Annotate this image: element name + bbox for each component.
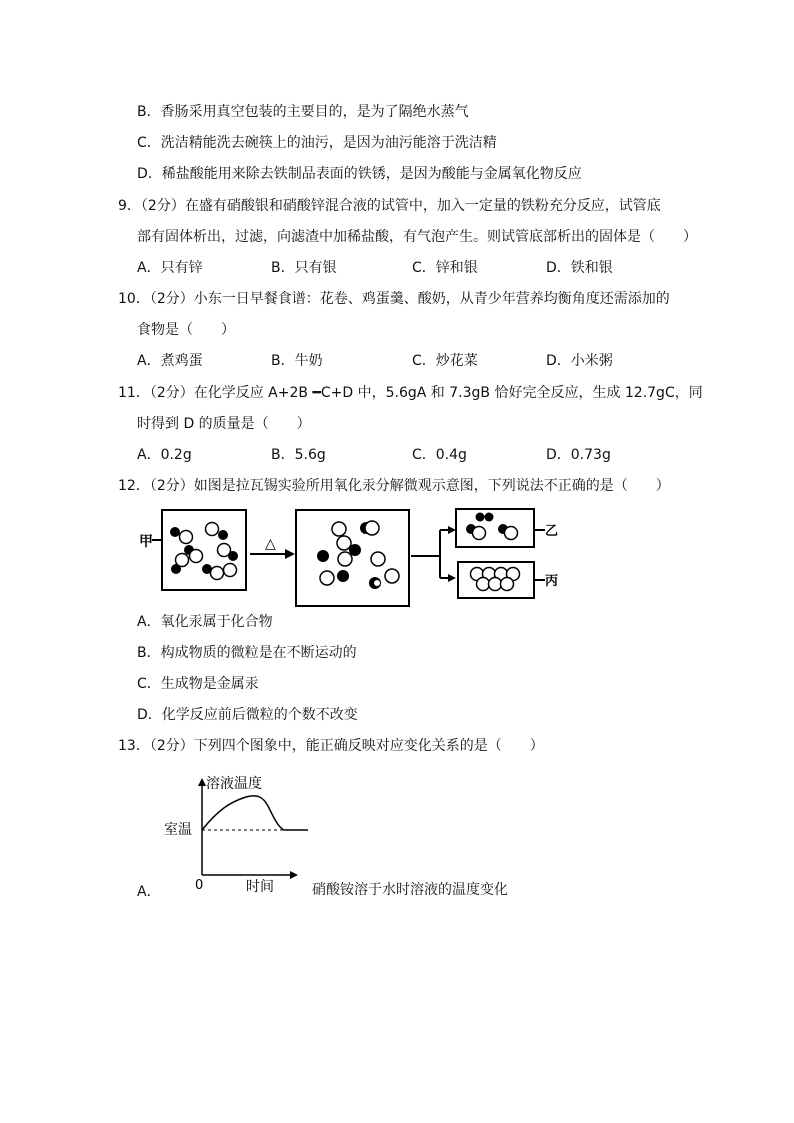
box-intermediate-particles <box>317 521 399 589</box>
q9-option-c: C．锌和银 <box>412 260 478 276</box>
box-reactant-particles <box>170 523 238 580</box>
q10-stem-line2: 食物是（ ） <box>137 322 235 338</box>
q11-option-b: B．5.6g <box>271 447 326 463</box>
q12-option-c: C．生成物是金属汞 <box>137 676 259 692</box>
q11-stem-line1: 11．（2分）在化学反应 A+2B ━C+D 中，5.6gA 和 7.3gB 恰好完全反应，生成 12.7gC，同 <box>118 385 703 401</box>
q12-micro-diagram <box>135 500 570 610</box>
q9-stem-line2: 部有固体析出，过滤，向滤渣中加稀盐酸，有气泡产生。则试管底部析出的固体是（ ） <box>137 229 697 245</box>
q11-option-d: D．0.73g <box>546 447 611 463</box>
q12-option-b: B．构成物质的微粒是在不断运动的 <box>137 645 357 661</box>
box-reactant <box>162 510 246 590</box>
q11-stem-line2: 时得到 D 的质量是（ ） <box>137 416 311 432</box>
q10-option-b: B．牛奶 <box>271 353 323 369</box>
box-product-yi-particles <box>466 513 518 540</box>
q13-option-a-caption: 硝酸铵溶于水时溶液的温度变化 <box>312 882 508 898</box>
heat-symbol: △ <box>265 536 276 552</box>
chart-xlabel: 时间 <box>246 879 274 895</box>
chart-reference-label: 室温 <box>164 822 192 838</box>
q9-option-a: A．只有锌 <box>137 260 203 276</box>
box-product-bing-particles <box>471 568 520 591</box>
q8-option-d: D．稀盐酸能用来除去铁制品表面的铁锈，是因为酸能与金属氧化物反应 <box>137 166 582 182</box>
label-yi: 乙 <box>545 524 559 539</box>
q12-option-d: D．化学反应前后微粒的个数不改变 <box>137 707 358 723</box>
q10-option-d: D．小米粥 <box>546 353 613 369</box>
q11-option-a: A．0.2g <box>137 447 192 463</box>
q9-stem-line1: 9．（2分）在盛有硝酸银和硝酸锌混合液的试管中，加入一定量的铁粉充分反应，试管底 <box>118 198 661 214</box>
q9-option-b: B．只有银 <box>271 260 337 276</box>
q11-option-c: C．0.4g <box>412 447 467 463</box>
q10-stem-line1: 10．（2分）小东一日早餐食谱：花卷、鸡蛋羹、酸奶，从青少年营养均衡角度还需添加的 <box>118 291 670 307</box>
q8-option-c: C．洗洁精能洗去碗筷上的油污，是因为油污能溶于洗洁精 <box>137 135 497 151</box>
q10-option-a: A．煮鸡蛋 <box>137 353 203 369</box>
q10-option-c: C．炒花菜 <box>412 353 478 369</box>
chart-ylabel: 溶液温度 <box>206 776 262 792</box>
q13-stem-line1: 13．（2分）下列四个图象中，能正确反映对应变化关系的是（ ） <box>118 738 544 754</box>
temperature-curve <box>202 796 308 830</box>
q12-option-a: A．氧化汞属于化合物 <box>137 614 273 630</box>
chart-origin-label: 0 <box>195 878 204 893</box>
q12-stem-line1: 12．（2分）如图是拉瓦锡实验所用氧化汞分解微观示意图，下列说法不正确的是（ ） <box>118 478 670 494</box>
label-jia: 甲 <box>139 534 153 550</box>
q9-option-d: D．铁和银 <box>546 260 613 276</box>
label-bing: 丙 <box>545 574 559 589</box>
q13-option-a-label: A． <box>137 884 161 900</box>
q8-option-b: B．香肠采用真空包装的主要目的，是为了隔绝水蒸气 <box>137 104 469 120</box>
q13-option-a-chart <box>160 770 320 895</box>
